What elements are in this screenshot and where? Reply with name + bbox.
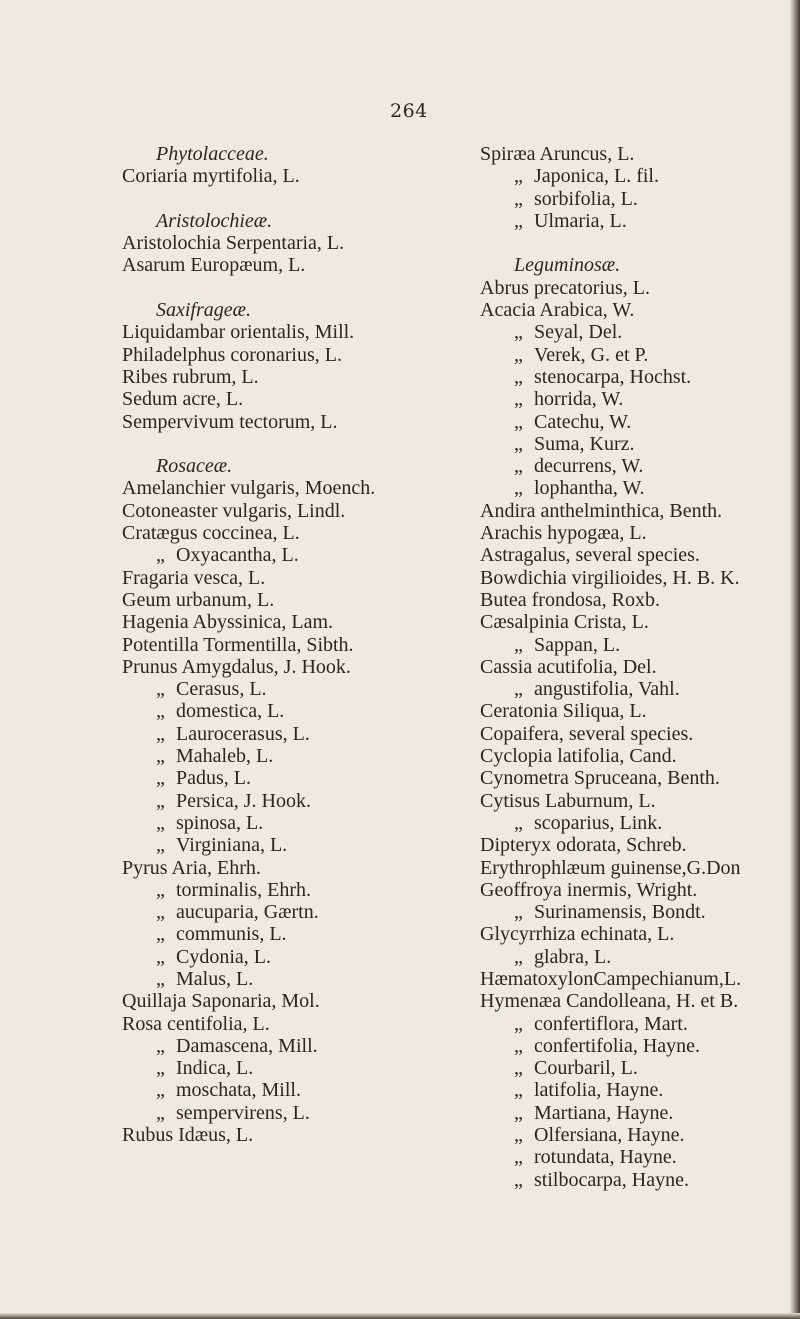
ditto-mark: „	[514, 1034, 523, 1057]
species-entry-ditto	[122, 901, 462, 923]
species-entry: Sempervivum tectorum, L.	[122, 410, 338, 433]
species-entry-ditto	[480, 634, 780, 656]
ditto-mark: „	[156, 700, 165, 723]
species-name: decurrens, W.	[534, 455, 644, 478]
species-name: stenocarpa, Hochst.	[534, 365, 692, 388]
species-name: sempervirens, L.	[176, 1101, 310, 1124]
ditto-mark: „	[514, 811, 523, 834]
species-entry: Prunus Amygdalus, J. Hook.	[122, 655, 351, 678]
species-entry-ditto	[480, 455, 780, 477]
ditto-mark: „	[156, 945, 165, 968]
species-entry-ditto	[122, 790, 462, 812]
species-entry-ditto	[480, 812, 780, 834]
species-entry: Liquidambar orientalis, Mill.	[122, 321, 355, 344]
species-entry-ditto	[480, 366, 780, 388]
ditto-mark: „	[514, 1146, 523, 1169]
ditto-mark: „	[514, 209, 523, 232]
ditto-mark: „	[156, 1034, 165, 1057]
species-entry-ditto	[480, 946, 780, 968]
species-entry-ditto	[480, 1035, 780, 1057]
species-entry: Geoffroya inermis, Wright.	[480, 878, 698, 901]
species-name: Padus, L.	[176, 767, 251, 790]
species-name: Surinamensis, Bondt.	[534, 901, 706, 924]
species-entry: Copaifera, several species.	[480, 722, 694, 745]
species-name: lophantha, W.	[534, 477, 645, 500]
ditto-mark: „	[156, 1079, 165, 1102]
species-name: sorbifolia, L.	[534, 187, 638, 210]
species-entry: Abrus precatorius, L.	[480, 276, 650, 299]
species-entry-ditto	[480, 165, 780, 187]
species-entry-ditto	[122, 968, 462, 990]
species-name: Catechu, W.	[534, 410, 632, 433]
family-heading: Rosaceæ.	[156, 455, 233, 478]
species-entry-ditto	[480, 678, 780, 700]
species-name: Mahaleb, L.	[176, 745, 274, 768]
species-name: Virginiana, L.	[176, 834, 288, 857]
ditto-mark: „	[514, 455, 523, 478]
ditto-mark: „	[514, 388, 523, 411]
species-entry-ditto	[480, 321, 780, 343]
ditto-mark: „	[514, 187, 523, 210]
ditto-mark: „	[156, 1101, 165, 1124]
spacer	[480, 232, 780, 254]
species-entry: Cæsalpinia Crista, L.	[480, 611, 649, 634]
species-entry-ditto	[480, 1146, 780, 1168]
species-name: Courbaril, L.	[534, 1057, 638, 1080]
ditto-mark: „	[156, 901, 165, 924]
species-name: domestica, L.	[176, 700, 285, 723]
species-name: Cydonia, L.	[176, 945, 271, 968]
ditto-mark: „	[514, 678, 523, 701]
species-entry: Sedum acre, L.	[122, 388, 244, 411]
ditto-mark: „	[514, 901, 523, 924]
ditto-mark: „	[514, 1079, 523, 1102]
family-heading: Aristolochieæ.	[156, 209, 273, 232]
ditto-mark: „	[514, 410, 523, 433]
ditto-mark: „	[514, 365, 523, 388]
species-name: Sappan, L.	[534, 633, 621, 656]
species-entry: Pyrus Aria, Ehrh.	[122, 856, 261, 879]
species-entry: Acacia Arabica, W.	[480, 299, 635, 322]
ditto-mark: „	[514, 432, 523, 455]
ditto-mark: „	[514, 321, 523, 344]
ditto-mark: „	[156, 767, 165, 790]
ditto-mark: „	[156, 923, 165, 946]
species-entry: Andira anthelminthica, Benth.	[480, 499, 723, 522]
ditto-mark: „	[156, 811, 165, 834]
species-entry-ditto	[122, 946, 462, 968]
species-name: scoparius, Link.	[534, 811, 663, 834]
species-entry: Cratægus coccinea, L.	[122, 522, 300, 545]
species-entry: Arachis hypogæa, L.	[480, 522, 647, 545]
ditto-mark: „	[156, 722, 165, 745]
species-entry-ditto	[480, 1079, 780, 1101]
ditto-mark: „	[514, 343, 523, 366]
species-name: Suma, Kurz.	[534, 432, 635, 455]
species-name: spinosa, L.	[176, 811, 264, 834]
species-entry: Geum urbanum, L.	[122, 588, 275, 611]
ditto-mark: „	[156, 1057, 165, 1080]
spacer	[122, 277, 462, 299]
species-name: aucuparia, Gærtn.	[176, 901, 319, 924]
species-name: torminalis, Ehrh.	[176, 878, 311, 901]
species-entry-ditto	[122, 1057, 462, 1079]
species-name: Persica, J. Hook.	[176, 789, 311, 812]
ditto-mark: „	[156, 544, 165, 567]
species-name: stilbocarpa, Hayne.	[534, 1168, 689, 1191]
right-column	[480, 143, 780, 1191]
ditto-mark: „	[514, 165, 523, 188]
ditto-mark: „	[514, 1101, 523, 1124]
species-entry: Quillaja Saponaria, Mol.	[122, 990, 320, 1013]
species-entry-ditto	[480, 388, 780, 410]
species-name: confertifolia, Hayne.	[534, 1034, 701, 1057]
species-entry-ditto	[480, 901, 780, 923]
species-entry-ditto	[122, 1079, 462, 1101]
species-entry: Hymenæa Candolleana, H. et B.	[480, 990, 739, 1013]
species-entry: Hagenia Abyssinica, Lam.	[122, 611, 334, 634]
species-entry: Rosa centifolia, L.	[122, 1012, 270, 1035]
species-entry-ditto	[122, 767, 462, 789]
left-column	[122, 143, 462, 1146]
species-entry: Philadelphus coronarius, L.	[122, 343, 342, 366]
species-entry: Dipteryx odorata, Schreb.	[480, 834, 687, 857]
ditto-mark: „	[514, 477, 523, 500]
species-entry-ditto	[122, 678, 462, 700]
species-entry: Cyclopia latifolia, Cand.	[480, 745, 677, 768]
species-name: Verek, G. et P.	[534, 343, 649, 366]
species-name: moschata, Mill.	[176, 1079, 301, 1102]
ditto-mark: „	[514, 1168, 523, 1191]
species-entry: Aristolochia Serpentaria, L.	[122, 232, 345, 255]
species-entry-ditto	[480, 210, 780, 232]
species-entry: Cotoneaster vulgaris, Lindl.	[122, 499, 346, 522]
species-name: Seyal, Del.	[534, 321, 623, 344]
spacer	[122, 188, 462, 210]
species-name: angustifolia, Vahl.	[534, 678, 680, 701]
species-entry-ditto	[122, 1035, 462, 1057]
ditto-mark: „	[156, 834, 165, 857]
ditto-mark: „	[156, 789, 165, 812]
species-entry-ditto	[122, 879, 462, 901]
species-entry: Erythrophlæum guinense,G.Don	[480, 856, 741, 879]
species-name: latifolia, Hayne.	[534, 1079, 664, 1102]
species-entry: Amelanchier vulgaris, Moench.	[122, 477, 376, 500]
species-entry: Astragalus, several species.	[480, 544, 700, 567]
species-entry-ditto	[122, 812, 462, 834]
ditto-mark: „	[514, 633, 523, 656]
spacer	[122, 433, 462, 455]
ditto-mark: „	[514, 1057, 523, 1080]
ditto-mark: „	[514, 1012, 523, 1035]
species-entry: Rubus Idæus, L.	[122, 1124, 254, 1147]
species-name: Damascena, Mill.	[176, 1034, 318, 1057]
species-name: horrida, W.	[534, 388, 624, 411]
species-entry-ditto	[122, 544, 462, 566]
family-heading: Phytolacceae.	[156, 143, 269, 165]
page-bottom-shadow	[0, 1313, 800, 1319]
species-name: confertiflora, Mart.	[534, 1012, 688, 1035]
species-entry-ditto	[480, 1124, 780, 1146]
page-edge-shadow	[790, 0, 800, 1319]
species-name: Olfersiana, Hayne.	[534, 1124, 685, 1147]
species-name: Japonica, L. fil.	[534, 165, 659, 188]
species-name: Ulmaria, L.	[534, 209, 627, 232]
family-heading: Saxifrageæ.	[156, 299, 251, 322]
species-entry-ditto	[480, 433, 780, 455]
species-entry-ditto	[480, 1013, 780, 1035]
family-heading: Leguminosæ.	[514, 254, 621, 277]
species-name: Oxyacantha, L.	[176, 544, 299, 567]
species-entry: Butea frondosa, Roxb.	[480, 588, 660, 611]
species-entry-ditto	[480, 344, 780, 366]
species-name: rotundata, Hayne.	[534, 1146, 677, 1169]
species-name: Malus, L.	[176, 967, 254, 990]
species-entry-ditto	[480, 411, 780, 433]
ditto-mark: „	[156, 878, 165, 901]
species-entry: Coriaria myrtifolia, L.	[122, 165, 300, 188]
species-entry: Bowdichia virgilioides, H. B. K.	[480, 566, 740, 589]
species-entry-ditto	[480, 188, 780, 210]
ditto-mark: „	[514, 945, 523, 968]
species-entry-ditto	[122, 834, 462, 856]
species-entry: Glycyrrhiza echinata, L.	[480, 923, 675, 946]
species-entry-ditto	[122, 745, 462, 767]
species-entry-ditto	[480, 1169, 780, 1191]
species-entry-ditto	[122, 923, 462, 945]
ditto-mark: „	[156, 745, 165, 768]
species-entry-ditto	[122, 700, 462, 722]
species-name: Cerasus, L.	[176, 678, 267, 701]
species-entry-ditto	[480, 1102, 780, 1124]
species-entry-ditto	[480, 1057, 780, 1079]
species-entry: Cytisus Laburnum, L.	[480, 789, 656, 812]
species-name: Laurocerasus, L.	[176, 722, 310, 745]
species-entry: HæmatoxylonCampechianum,L.	[480, 967, 742, 990]
species-name: Indica, L.	[176, 1057, 254, 1080]
species-entry-ditto	[122, 723, 462, 745]
species-name: glabra, L.	[534, 945, 612, 968]
species-entry: Spiræa Aruncus, L.	[480, 143, 635, 165]
ditto-mark: „	[514, 1124, 523, 1147]
species-entry-ditto	[480, 477, 780, 499]
species-entry: Ribes rubrum, L.	[122, 365, 259, 388]
species-entry-ditto	[122, 1102, 462, 1124]
ditto-mark: „	[156, 678, 165, 701]
species-entry: Cassia acutifolia, Del.	[480, 655, 657, 678]
ditto-mark: „	[156, 967, 165, 990]
species-name: communis, L.	[176, 923, 287, 946]
page-number: 264	[390, 100, 428, 122]
species-entry: Fragaria vesca, L.	[122, 566, 266, 589]
species-entry: Ceratonia Siliqua, L.	[480, 700, 647, 723]
species-entry: Cynometra Spruceana, Benth.	[480, 767, 720, 790]
species-name: Martiana, Hayne.	[534, 1101, 674, 1124]
species-entry: Asarum Europæum, L.	[122, 254, 306, 277]
species-entry: Potentilla Tormentilla, Sibth.	[122, 633, 354, 656]
